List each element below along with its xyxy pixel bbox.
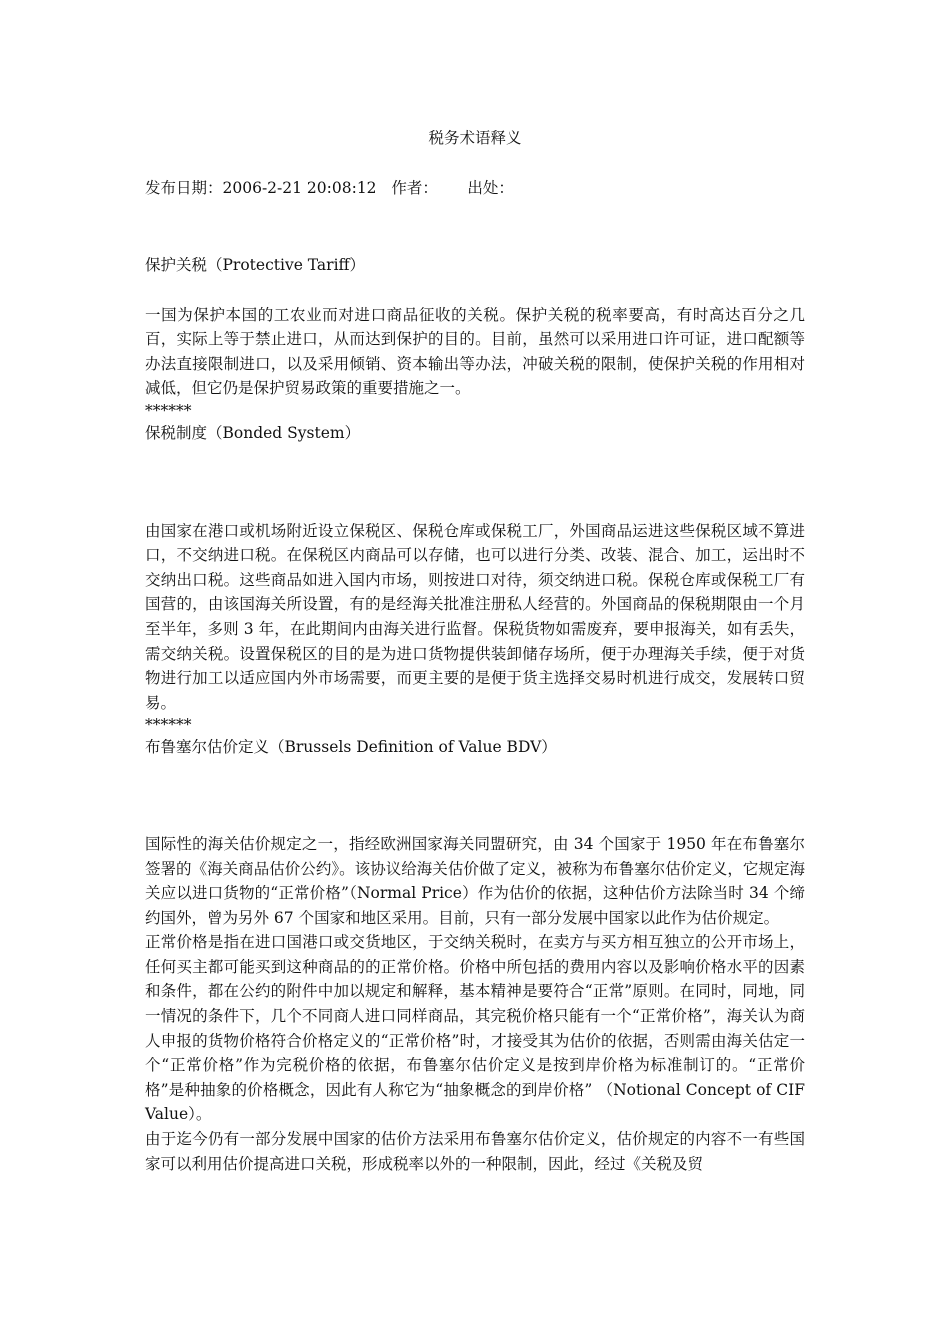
section-paragraph: 正常价格是指在进口国港口或交货地区，于交纳关税时，在卖方与买方相互独立的公开市场上，任何买主都可能买到这种商品的的正常价格。价格中所包括的费用内容以及影响价格水平的因素和条件，都在公约的附件中加以规定和解释，基本精神是要符合“正常”原则。在同时，同地，同一情况的条件下，几个不同商人进口同样商品，其完税价格只能有一个“正常价格”，海关认为商人申报的货物价格符合价格定义的“正常价格”时，才接受其为估价的依据，否则需由海关估定一个“正常价格”作为完税价格的依据，布鲁塞尔估价定义是按到岸价格为标准制订的。“正常价格”是种抽象的价格概念，因此有人称它为“抽象概念的到岸价格” （Notional Concept of CIF Value）。 bbox=[145, 933, 805, 1124]
section-separator: ****** bbox=[145, 401, 192, 420]
spacer bbox=[145, 278, 805, 303]
document-title: 税务术语释义 bbox=[428, 129, 522, 147]
spacer bbox=[145, 446, 805, 519]
spacer bbox=[145, 201, 805, 253]
section-paragraph: 由于迄今仍有一部分发展中国家的估价方法采用布鲁塞尔估价定义，估价规定的内容不一有些国家可以利用估价提高进口关税，形成税率以外的一种限制，因此，经过《关税及贸 bbox=[145, 1130, 805, 1173]
section-paragraph: 一国为保护本国的工农业而对进口商品征收的关税。保护关税的税率要高，有时高达百分之几百，实际上等于禁止进口，从而达到保护的目的。目前，虽然可以采用进口许可证，进口配额等办法直接限制进口，以及采用倾销、资本输出等办法，冲破关税的限制，使保护关税的作用相对减低，但它仍是保护贸易政策的重要措施之一。 bbox=[145, 305, 805, 398]
spacer bbox=[145, 760, 805, 832]
section-heading-protective-tariff: 保护关税（Protective Tariff） bbox=[145, 256, 366, 274]
publish-meta-line: 发布日期：2006-2-21 20:08:12 作者： 出处： bbox=[145, 179, 514, 197]
document-body bbox=[145, 126, 805, 1176]
section-heading-bonded-system: 保税制度（Bonded System） bbox=[145, 423, 361, 442]
section-separator: ****** bbox=[145, 716, 192, 735]
section-heading-brussels-definition: 布鲁塞尔估价定义（Brussels Definition of Value BDV） bbox=[145, 738, 557, 757]
section-paragraph: 国际性的海关估价规定之一，指经欧洲国家海关同盟研究，由 34 个国家于 1950 年在布鲁塞尔签署的《海关商品估价公约》。该协议给海关估价做了定义，被称为布鲁塞尔估价定义，它规定海关应以进口货物的“正常价格”（Normal Price）作为估价的依据，这种估价方法除当时 34 个缔约国外，曾为另外 67 个国家和地区采用。目前，只有一部分发展中国家以此作为估价规定。 bbox=[145, 834, 805, 927]
section-paragraph: 由国家在港口或机场附近设立保税区、保税仓库或保税工厂，外国商品运进这些保税区域不算进口，不交纳进口税。在保税区内商品可以存储，也可以进行分类、改装、混合、加工，运出时不交纳出口税。这些商品如进入国内市场，则按进口对待，须交纳进口税。保税仓库或保税工厂有国营的，由该国海关所设置，有的是经海关批准注册私人经营的。外国商品的保税期限由一个月至半年，多则 3 年，在此期间内由海关进行监督。保税货物如需废弃，要申报海关，如有丢失，需交纳关税。设置保税区的目的是为进口货物提供装卸储存场所，便于办理海关手续，便于对货物进行加工以适应国内外市场需要，而更主要的是便于货主选择交易时机进行成交，发展转口贸易。 bbox=[145, 521, 805, 712]
